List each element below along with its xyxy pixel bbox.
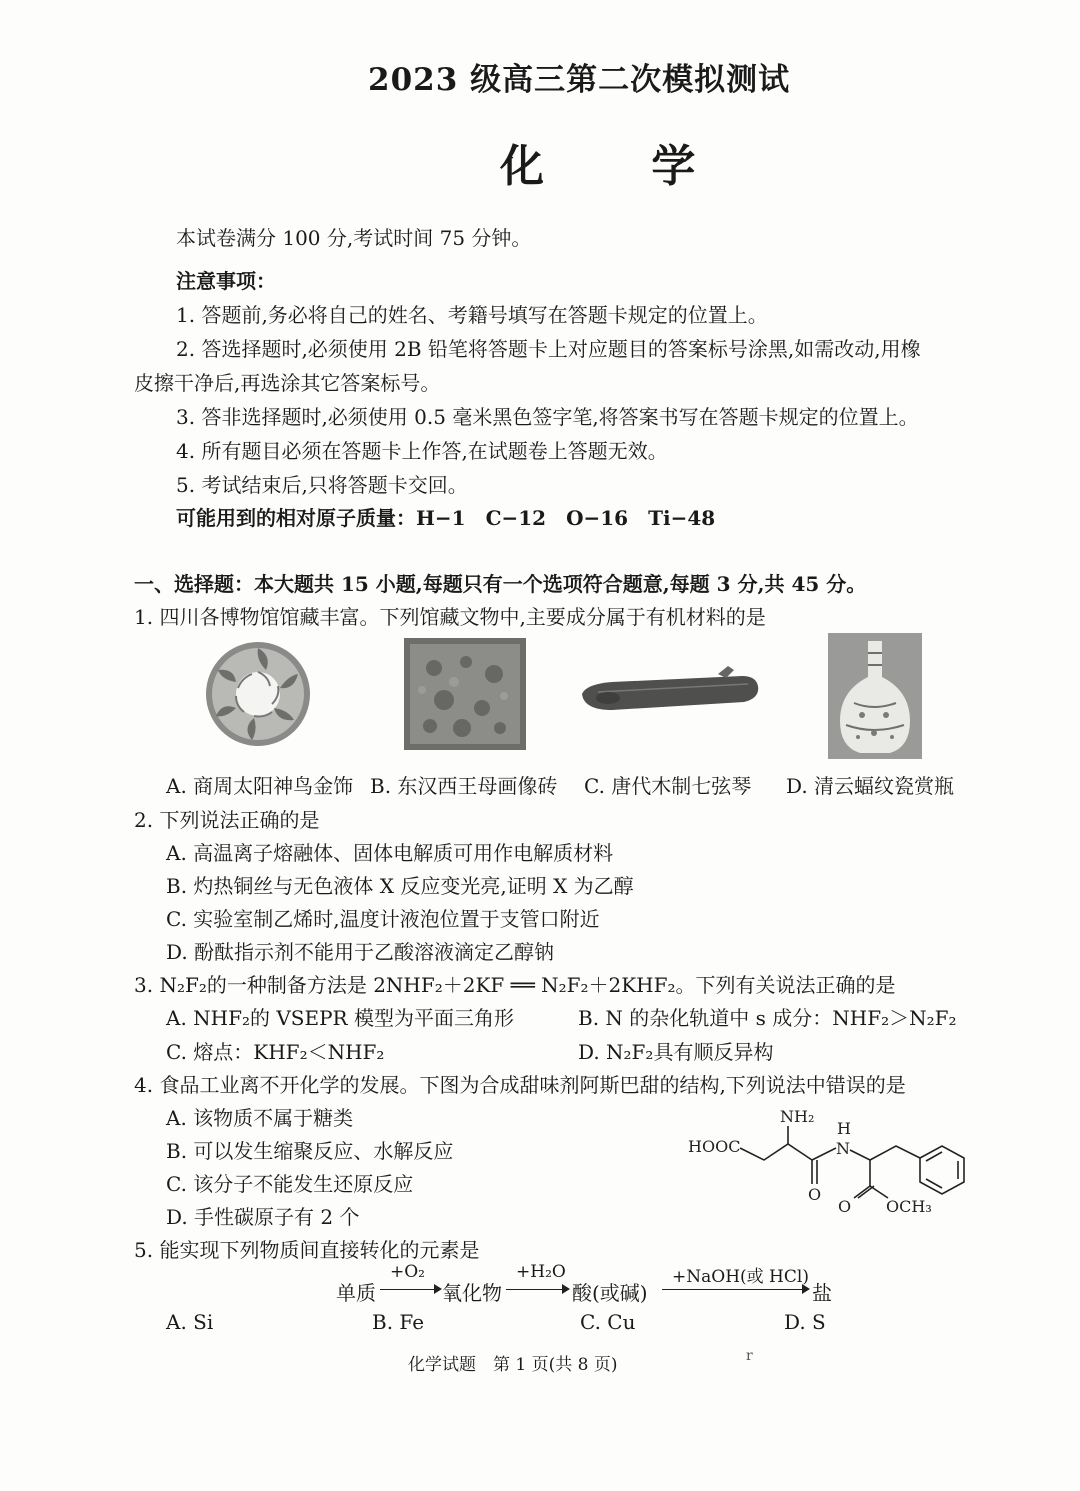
arrow-2 <box>506 1289 568 1290</box>
question-4-stem: 4. 食品工业离不开化学的发展。下图为合成甜味剂阿斯巴甜的结构,下列说法中错误的是 <box>134 1073 906 1097</box>
note-item: 4. 所有题目必须在答题卡上作答,在试题卷上答题无效。 <box>176 439 668 463</box>
hooc-label: HOOC <box>688 1137 741 1156</box>
q1-option-c: C. 唐代木制七弦琴 <box>584 774 752 798</box>
question-1-stem: 1. 四川各博物馆馆藏丰富。下列馆藏文物中,主要成分属于有机材料的是 <box>134 605 766 629</box>
note-item: 3. 答非选择题时,必须使用 0.5 毫米黑色签字笔,将答案书写在答题卡规定的位置上。 <box>176 405 919 429</box>
q1-option-a: A. 商周太阳神鸟金饰 <box>166 774 354 798</box>
atomic-masses: 可能用到的相对原子质量：H−1 C−12 O−16 Ti−48 <box>176 506 716 530</box>
section-heading: 一、选择题：本大题共 15 小题,每题只有一个选项符合题意,每题 3 分,共 45 分。 <box>134 572 867 596</box>
nh2-label: NH₂ <box>780 1107 815 1126</box>
chain-species-1: 单质 <box>336 1281 376 1305</box>
question-2-stem: 2. 下列说法正确的是 <box>134 808 320 832</box>
o-label-2: O <box>838 1197 852 1216</box>
note-item: 2. 答选择题时,必须使用 2B 铅笔将答题卡上对应题目的答案标号涂黑,如需改动,用橡 <box>176 337 921 361</box>
arrow-3 <box>662 1289 808 1290</box>
q4-option-d: D. 手性碳原子有 2 个 <box>166 1205 360 1229</box>
q5-option-b: B. Fe <box>372 1310 425 1334</box>
q3-option-d: D. N₂F₂具有顺反异构 <box>578 1040 774 1064</box>
q4-option-a: A. 该物质不属于糖类 <box>166 1106 354 1130</box>
note-item: 5. 考试结束后,只将答题卡交回。 <box>176 473 468 497</box>
q2-option-a: A. 高温离子熔融体、固体电解质可用作电解质材料 <box>166 841 614 865</box>
porcelain-vase-icon <box>828 633 922 759</box>
note-item: 1. 答题前,务必将自己的姓名、考籍号填写在答题卡规定的位置上。 <box>176 303 768 327</box>
note-item: 皮擦干净后,再选涂其它答案标号。 <box>134 371 441 395</box>
chain-reagent-1: +O₂ <box>390 1262 425 1282</box>
page-footer: 化学试题 第 1 页(共 8 页) <box>408 1355 618 1375</box>
o-label-1: O <box>808 1185 822 1204</box>
h-label: H <box>837 1119 851 1138</box>
q2-option-d: D. 酚酞指示剂不能用于乙酸溶液滴定乙醇钠 <box>166 940 555 964</box>
q5-option-c: C. Cu <box>580 1310 636 1334</box>
arrowhead-2-icon <box>562 1284 570 1294</box>
arrowhead-3-icon <box>802 1284 810 1294</box>
aspartame-structure <box>684 1104 984 1224</box>
chain-reagent-2: +H₂O <box>516 1262 566 1282</box>
q4-option-c: C. 该分子不能发生还原反应 <box>166 1172 414 1196</box>
q2-option-c: C. 实验室制乙烯时,温度计液泡位置于支管口附近 <box>166 907 600 931</box>
wooden-zither-icon <box>578 664 762 722</box>
q5-option-d: D. S <box>784 1310 826 1334</box>
notes-heading: 注意事项： <box>176 269 276 293</box>
chain-species-3: 酸(或碱) <box>572 1281 648 1305</box>
intro-text: 本试卷满分 100 分,考试时间 75 分钟。 <box>176 226 532 250</box>
q3-option-a: A. NHF₂的 VSEPR 模型为平面三角形 <box>166 1006 514 1030</box>
chain-species-4: 盐 <box>812 1281 832 1305</box>
q2-option-b: B. 灼热铜丝与无色液体 X 反应变光亮,证明 X 为乙醇 <box>166 874 634 898</box>
footer-mark: r <box>746 1348 753 1364</box>
question-3-stem: 3. N₂F₂的一种制备方法是 2NHF₂＋2KF ══ N₂F₂＋2KHF₂。下列有关说法正确的是 <box>134 973 896 997</box>
q3-option-c: C. 熔点：KHF₂＜NHF₂ <box>166 1040 385 1064</box>
q4-option-b: B. 可以发生缩聚反应、水解反应 <box>166 1139 454 1163</box>
arrowhead-1-icon <box>434 1284 442 1294</box>
n-label: N <box>836 1139 850 1158</box>
q3-option-b: B. N 的杂化轨道中 s 成分：NHF₂＞N₂F₂ <box>578 1006 957 1030</box>
stone-relief-brick-icon <box>404 638 526 750</box>
subject-title: 化 学 <box>500 141 742 192</box>
q5-option-a: A. Si <box>166 1310 214 1334</box>
question-5-stem: 5. 能实现下列物质间直接转化的元素是 <box>134 1238 480 1262</box>
q1-option-b: B. 东汉西王母画像砖 <box>370 774 558 798</box>
sun-bird-gold-ornament-icon <box>204 640 312 748</box>
q1-option-d: D. 清云蝠纹瓷赏瓶 <box>786 774 955 798</box>
chain-species-2: 氧化物 <box>442 1281 502 1305</box>
exam-title: 2023 级高三第二次模拟测试 <box>368 62 791 98</box>
chain-reagent-3: +NaOH(或 HCl) <box>672 1267 809 1287</box>
arrow-1 <box>380 1289 440 1290</box>
och3-label: OCH₃ <box>886 1197 932 1216</box>
